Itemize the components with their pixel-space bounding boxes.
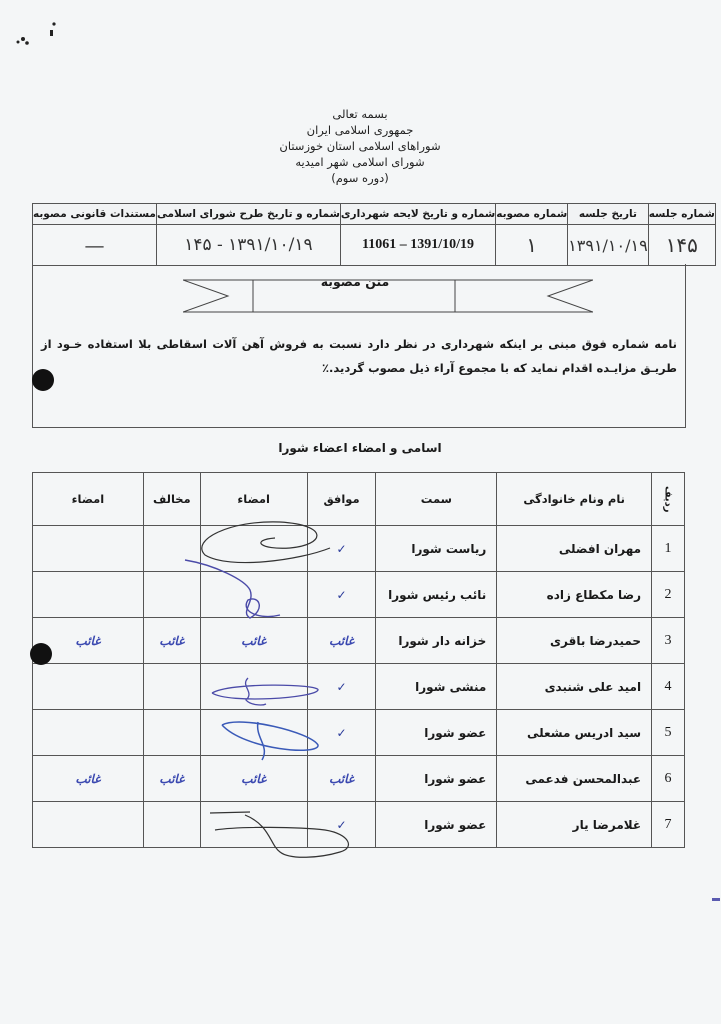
member-role: عضو شورا (376, 802, 497, 848)
member-name: مهران افضلی (497, 526, 652, 572)
heading-line-5: (دوره سوم) (331, 171, 389, 185)
heading-line-4: شورای اسلامی شهر امیدیه (295, 155, 425, 169)
session-info-header-row (33, 204, 716, 225)
oppose-sign-cell (33, 664, 144, 710)
header-oppose: مخالف (143, 473, 200, 526)
header-council-plan: شماره و تاریخ طرح شورای اسلامی (156, 204, 340, 225)
row-index: 2 (652, 572, 685, 618)
oppose-sign-cell (33, 710, 144, 756)
agree-sign-cell: غائب (200, 618, 307, 664)
member-role: عضو شورا (376, 710, 497, 756)
session-number-value: ۱۴۵ (648, 225, 715, 266)
agree-cell: غائب (307, 618, 376, 664)
agree-cell: ✓ (307, 710, 376, 756)
agree-sign-cell (200, 664, 307, 710)
member-row (33, 664, 685, 710)
oppose-cell (143, 710, 200, 756)
header-name: نام ونام خانوادگی (497, 473, 652, 526)
header-session-number: شماره جلسه (648, 204, 715, 225)
agree-cell: غائب (307, 756, 376, 802)
row-index: 5 (652, 710, 685, 756)
member-name: سید ادریس مشعلی (497, 710, 652, 756)
member-name: حمیدرضا باقری (497, 618, 652, 664)
oppose-cell: غائب (143, 618, 200, 664)
header-oppose-sign: امضاء (33, 473, 144, 526)
resolution-box (32, 264, 686, 428)
member-row (33, 618, 685, 664)
member-row (33, 756, 685, 802)
oppose-sign-cell: غائب (33, 618, 144, 664)
members-title: اسامی و امضاء اعضاء شورا (278, 441, 442, 455)
row-index: 3 (652, 618, 685, 664)
punch-hole-icon (30, 643, 52, 665)
row-index: 6 (652, 756, 685, 802)
header-session-date: تاریخ جلسه (568, 204, 649, 225)
legal-docs-value: — (33, 225, 157, 266)
oppose-cell (143, 664, 200, 710)
agree-cell: ✓ (307, 664, 376, 710)
header-municipality-bill: شماره و تاریخ لایحه شهرداری (340, 204, 495, 225)
oppose-sign-cell (33, 526, 144, 572)
member-name: رضا مکطاع زاده (497, 572, 652, 618)
members-table (32, 472, 685, 848)
member-row (33, 526, 685, 572)
scan-mark (712, 898, 720, 901)
resolution-text: نامه شماره فوق مبنی بر اینکه شهرداری در نظر دارد نسبت به فروش آهن آلات اسقاطی بلا استفاده خـود از طریـق مزایـده اقدام نماید که با مجموع آراء ذیل مصوب گردید.٪ (41, 337, 677, 375)
member-row (33, 802, 685, 848)
oppose-cell: غائب (143, 756, 200, 802)
row-index: 4 (652, 664, 685, 710)
punch-hole-icon (32, 369, 54, 391)
council-plan-value: ۱۳۹۱/۱۰/۱۹ - ۱۴۵ (156, 225, 340, 266)
municipality-bill-value: 1391/10/19 – 11061 (340, 225, 495, 266)
header-resolution-number: شماره مصوبه (496, 204, 568, 225)
header-agree-sign: امضاء (200, 473, 307, 526)
members-header-row (33, 473, 685, 526)
session-date-value: ۱۳۹۱/۱۰/۱۹ (568, 225, 649, 266)
member-role: خزانه دار شورا (376, 618, 497, 664)
header-legal-docs: مستندات قانونی مصوبه (33, 204, 157, 225)
member-role: عضو شورا (376, 756, 497, 802)
member-role: ریاست شورا (376, 526, 497, 572)
member-role: منشی شورا (376, 664, 497, 710)
header-agree: موافق (307, 473, 376, 526)
agree-cell: ✓ (307, 572, 376, 618)
member-row (33, 710, 685, 756)
header-row-number: ردیف (652, 473, 685, 526)
scan-specks (14, 18, 64, 48)
oppose-cell (143, 572, 200, 618)
resolution-number-value: ۱ (496, 225, 568, 266)
member-row (33, 572, 685, 618)
header-role: سمت (376, 473, 497, 526)
session-info-table (32, 203, 716, 266)
member-name: غلامرضا یار (497, 802, 652, 848)
oppose-sign-cell: غائب (33, 756, 144, 802)
heading-line-3: شوراهای اسلامی استان خوزستان (279, 139, 441, 153)
document-heading (240, 106, 480, 186)
oppose-sign-cell (33, 572, 144, 618)
agree-sign-cell: غائب (200, 756, 307, 802)
row-index: 1 (652, 526, 685, 572)
session-info-value-row (33, 225, 716, 266)
member-role: نائب رئیس شورا (376, 572, 497, 618)
agree-sign-cell (200, 802, 307, 848)
member-name: عبدالمحسن فدعمی (497, 756, 652, 802)
agree-cell: ✓ (307, 802, 376, 848)
row-index: 7 (652, 802, 685, 848)
heading-line-2: جمهوری اسلامی ایران (306, 123, 414, 137)
agree-sign-cell (200, 710, 307, 756)
agree-sign-cell (200, 572, 307, 618)
oppose-cell (143, 802, 200, 848)
resolution-title: متن مصوبه (320, 274, 390, 289)
member-name: امید علی شنبدی (497, 664, 652, 710)
oppose-sign-cell (33, 802, 144, 848)
heading-line-1: بسمه تعالی (332, 107, 388, 121)
oppose-cell (143, 526, 200, 572)
agree-sign-cell (200, 526, 307, 572)
agree-cell: ✓ (307, 526, 376, 572)
